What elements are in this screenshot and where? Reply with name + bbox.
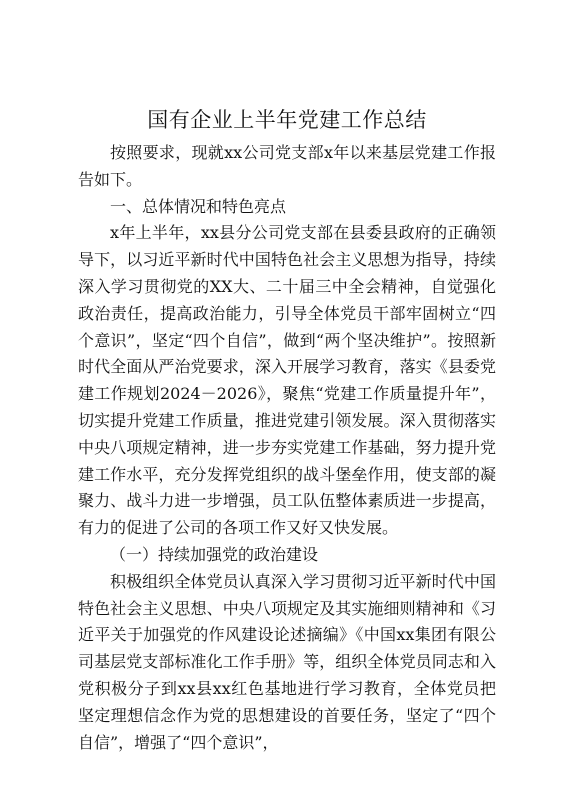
document-page xyxy=(78,104,496,756)
subsection-body-political-building: 积极组织全体党员认真深入学习贯彻习近平新时代中国特色社会主义思想、中央八项规定及其实施细则精神和《习近平关于加强党的作风建设论述摘编》《中国xx集团有限公司基层党支部标准化工作手册》等，组织全体党员同志和入党积极分子到xx县xx红色基地进行学习教育，全体党员把坚定理想信念作为党的思想建设的首要任务，坚定了“四个自信”，增强了“四个意识”， xyxy=(78,571,496,752)
section-heading-overview: 一、总体情况和特色亮点 xyxy=(110,196,287,216)
section-body-overview: x年上半年，xx县分公司党支部在县委县政府的正确领导下，以习近平新时代中国特色社会主义思想为指导，持续深入学习贯彻党的XX大、二十届三中全会精神，自觉强化政治责任，提高政治能力，引导全体党员干部牢固树立“四个意识”，坚定“四个自信”，做到“两个坚决维护”。按照新时代全面从严治党要求，深入开展学习教育，落实《县委党建工作规划2024－2026》，聚焦“党建工作质量提升年”，切实提升党建工作质量，推进党建引领发展。深入贯彻落实中央八项规定精神，进一步夯实党建工作基础，努力提升党建工作水平，充分发挥党组织的战斗堡垒作用，使支部的凝聚力、战斗力进一步增强，员工队伍整体素质进一步提高，有力的促进了公司的各项工作又好又快发展。 xyxy=(78,223,496,538)
intro-paragraph: 按照要求，现就xx公司党支部x年以来基层党建工作报告如下。 xyxy=(78,143,496,189)
document-title: 国有企业上半年党建工作总结 xyxy=(147,108,427,132)
subsection-heading-political-building: （一）持续加强党的政治建设 xyxy=(110,544,319,564)
